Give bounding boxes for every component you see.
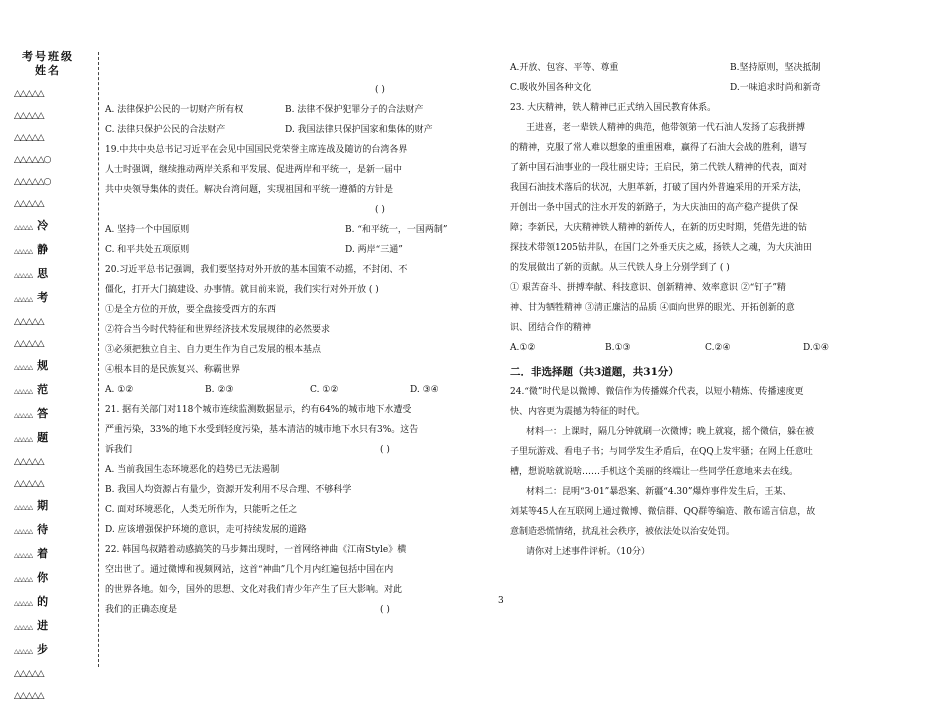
q19-option-a: A. 坚持一个中国原则 bbox=[105, 225, 190, 235]
q23-option-c: C.②④ bbox=[705, 343, 731, 353]
triangle-markers: △△△△△ bbox=[14, 272, 33, 279]
q23-stem-line: 23. 大庆精神，铁人精神已正式纳入国民教育体系。 bbox=[510, 103, 717, 113]
triangle-markers: △△△△△ bbox=[14, 339, 44, 349]
q21-option-d: D. 应该增强保护环境的意识，走可持续发展的道路 bbox=[105, 525, 307, 535]
margin-row bbox=[14, 548, 88, 562]
motto-character: 思 bbox=[37, 267, 48, 280]
triangle-markers: △△△△△ bbox=[14, 89, 44, 99]
q23-option-a: A.①② bbox=[510, 343, 536, 353]
margin-row bbox=[14, 644, 88, 658]
triangle-markers: △△△△△ bbox=[14, 457, 44, 467]
margin-row bbox=[14, 176, 88, 188]
triangle-markers: △△△△△○ bbox=[14, 155, 51, 165]
triangle-markers: △△△△△ bbox=[14, 528, 33, 535]
binding-line bbox=[98, 52, 99, 667]
section-two-heading: 二．非选择题（共3道题，共31分） bbox=[510, 366, 679, 378]
q23-passage-line: 障；李新民，大庆精神铁人精神的新传人，在新的历史时期，凭借先进的钻 bbox=[510, 223, 808, 233]
right-column bbox=[510, 58, 850, 562]
margin-row bbox=[14, 360, 88, 374]
q23-option-d: D.①④ bbox=[803, 343, 829, 353]
motto-character: 题 bbox=[37, 431, 48, 444]
margin-row bbox=[14, 338, 88, 350]
q22-option-a: A.开放、包容、平等、尊重 bbox=[510, 63, 619, 73]
triangle-markers: △△△△△ bbox=[14, 504, 33, 511]
q23-passage-line: 王进喜，老一辈铁人精神的典范，他带领第一代石油人发扬了忘我拼搏 bbox=[526, 123, 806, 133]
q24-material-two-line: 刘某等45人在互联网上通过微博、微信群、QQ群等编造、散布谣言信息，故 bbox=[510, 507, 816, 517]
q23-passage-line: 探技术带领1205钻井队，在国门之外垂天庆之威，扬铁人之魂，为大庆油田 bbox=[510, 243, 812, 253]
q24-stem-line: 快、内容更为震撼为特征的时代。 bbox=[510, 407, 646, 417]
q20-statement-2: ②符合当今时代特征和世界经济技术发展规律的必然要求 bbox=[105, 325, 331, 335]
triangle-markers: △△△△△○ bbox=[14, 177, 51, 187]
margin-row bbox=[14, 524, 88, 538]
exam-header-label: 考号班级 bbox=[22, 50, 74, 63]
triangle-markers: △△△△△ bbox=[14, 388, 33, 395]
triangle-markers: △△△△△ bbox=[14, 199, 44, 209]
q24-material-one-line: 槽，想说啥就说啥……手机这个美丽的终端让一些同学任意地来去在线。 bbox=[510, 467, 799, 477]
q19-stem-line: 共中央领导集体的责任。解决台湾问题，实现祖国和平统一遵循的方针是 bbox=[105, 185, 394, 195]
triangle-markers: △△△△△ bbox=[14, 364, 33, 371]
margin-row bbox=[14, 198, 88, 210]
q22-answer-paren: ( ) bbox=[380, 605, 390, 615]
motto-character: 考 bbox=[37, 291, 48, 304]
margin-row bbox=[14, 132, 88, 144]
motto-character: 的 bbox=[37, 595, 48, 608]
motto-character: 冷 bbox=[37, 219, 48, 232]
motto-character: 你 bbox=[37, 571, 48, 584]
triangle-markers: △△△△△ bbox=[14, 224, 33, 231]
margin-row bbox=[14, 500, 88, 514]
margin-row bbox=[14, 478, 88, 490]
q24-question: 请你对上述事件评析。（10分） bbox=[526, 547, 650, 557]
q24-material-two-line: 材料二：昆明“3·01”暴恐案、新疆“4.30”爆炸事件发生后，王某、 bbox=[526, 487, 792, 497]
q22-stem-line: 的世界各地。如今，国外的思想、文化对我们青少年产生了巨大影响。对此 bbox=[105, 585, 403, 595]
margin-row bbox=[14, 408, 88, 422]
q20-statement-4: ④根本目的是民族复兴、称霸世界 bbox=[105, 365, 241, 375]
q21-stem-line: 21. 据有关部门对118个城市连续监测数据显示，约有64%的城市地下水遭受 bbox=[105, 405, 412, 415]
q22-stem-line: 我们的正确态度是 bbox=[105, 605, 178, 615]
q20-option-c: C. ①② bbox=[310, 385, 339, 395]
margin-row bbox=[14, 596, 88, 610]
triangle-markers: △△△△△ bbox=[14, 412, 33, 419]
q21-option-c: C. 面对环境恶化，人类无所作为，只能听之任之 bbox=[105, 505, 298, 515]
q18-option-b: B. 法律不保护犯罪分子的合法财产 bbox=[285, 105, 424, 115]
q19-answer-paren: ( ) bbox=[375, 205, 385, 215]
q20-option-a: A. ①② bbox=[105, 385, 134, 395]
q20-option-b: B. ②③ bbox=[205, 385, 234, 395]
triangle-markers: △△△△△ bbox=[14, 624, 33, 631]
name-label: 姓名 bbox=[35, 64, 61, 77]
motto-character: 期 bbox=[37, 499, 48, 512]
motto-character: 答 bbox=[37, 407, 48, 420]
motto-character: 步 bbox=[37, 643, 48, 656]
motto-character: 范 bbox=[37, 383, 48, 396]
motto-character: 进 bbox=[37, 619, 48, 632]
q24-stem-line: 24.“微”时代是以微博、微信作为传播媒介代表，以短小精炼、传播速度更 bbox=[510, 387, 804, 397]
margin-row bbox=[14, 220, 88, 234]
triangle-markers: △△△△△ bbox=[14, 133, 44, 143]
motto-character: 规 bbox=[37, 359, 48, 372]
margin-row bbox=[14, 620, 88, 634]
q19-stem-line: 19.中共中央总书记习近平在会见中国国民党荣誉主席连战及随访的台湾各界 bbox=[105, 145, 408, 155]
q23-passage-line: 的精神，克服了常人难以想象的重重困难，赢得了石油大会战的胜利，谱写 bbox=[510, 143, 808, 153]
triangle-markers: △△△△△ bbox=[14, 111, 44, 121]
binding-margin bbox=[8, 50, 88, 712]
q20-stem-line: 僵化，打开大门搞建设、办事情。就目前来说，我们实行对外开放 ( ) bbox=[105, 285, 379, 295]
q21-stem-line: 诉我们 bbox=[105, 445, 133, 455]
triangle-markers: △△△△△ bbox=[14, 248, 33, 255]
triangle-markers: △△△△△ bbox=[14, 648, 33, 655]
q22-stem-line: 22. 韩国鸟叔踏着动感搞笑的马步舞出现时，一首网络神曲《江南Style》横 bbox=[105, 545, 407, 555]
triangle-markers: △△△△△ bbox=[14, 600, 33, 607]
q23-passage-line: 了新中国石油事业的一段壮丽史诗；王启民，第二代铁人精神的代表，面对 bbox=[510, 163, 808, 173]
margin-row bbox=[14, 456, 88, 468]
triangle-markers: △△△△△ bbox=[14, 552, 33, 559]
triangle-markers: △△△△△ bbox=[14, 479, 44, 489]
triangle-markers: △△△△△ bbox=[14, 576, 33, 583]
q19-option-c: C. 和平共处五项原则 bbox=[105, 245, 190, 255]
motto-character: 待 bbox=[37, 523, 48, 536]
margin-row bbox=[14, 292, 88, 306]
q22-option-b: B.坚持原则，坚决抵制 bbox=[730, 63, 821, 73]
margin-row bbox=[14, 154, 88, 166]
q21-stem-line: 严重污染，33%的地下水受到轻度污染，基本清洁的城市地下水只有3%。这告 bbox=[105, 425, 419, 435]
q19-option-b: B. “和平统一，一国两制” bbox=[345, 225, 448, 235]
margin-row bbox=[14, 268, 88, 282]
q20-option-d: D. ③④ bbox=[410, 385, 439, 395]
q19-option-d: D. 两岸“三通” bbox=[345, 245, 403, 255]
q23-passage-line: 开创出一条中国式的注水开发的新路子，为大庆油田的高产稳产提供了保 bbox=[510, 203, 799, 213]
q22-option-d: D.一味追求时尚和新奇 bbox=[730, 83, 821, 93]
q23-passage-line: 的发展做出了新的贡献。从三代铁人身上分别学到了 ( ) bbox=[510, 263, 730, 273]
q21-option-a: A. 当前我国生态环境恶化的趋势已无法遏制 bbox=[105, 465, 280, 475]
q24-material-one-line: 子里玩游戏、看电子书；与同学发生矛盾后，在QQ上发牢骚；在网上任意吐 bbox=[510, 447, 813, 457]
margin-row bbox=[14, 316, 88, 328]
margin-row bbox=[14, 110, 88, 122]
margin-row bbox=[14, 244, 88, 258]
motto-character: 静 bbox=[37, 243, 48, 256]
q20-stem-line: 20.习近平总书记强调，我们要坚持对外开放的基本国策不动摇，不封闭、不 bbox=[105, 265, 408, 275]
margin-row bbox=[14, 384, 88, 398]
triangle-markers: △△△△△ bbox=[14, 669, 44, 679]
q24-material-one-line: 材料一：上课时，隔几分钟就刷一次微博；晚上就寝，摇个微信，躲在被 bbox=[526, 427, 815, 437]
q24-material-two-line: 意制造恐慌情绪，扰乱社会秩序，被依法处以治安处罚。 bbox=[510, 527, 736, 537]
margin-row bbox=[14, 690, 88, 702]
q18-option-d: D. 我国法律只保护国家和集体的财产 bbox=[285, 125, 433, 135]
q18-answer-paren: ( ) bbox=[375, 85, 385, 95]
q23-statements-line: 识、团结合作的精神 bbox=[510, 323, 592, 333]
margin-row bbox=[14, 572, 88, 586]
triangle-markers: △△△△△ bbox=[14, 317, 44, 327]
left-column bbox=[105, 80, 495, 620]
q23-statements-line: 神、甘为牺牲精神 ③清正廉洁的品质 ④面向世界的眼光、开拓创新的意 bbox=[510, 303, 795, 313]
q22-option-c: C.吸收外国各种文化 bbox=[510, 83, 592, 93]
q22-stem-line: 空出世了。通过微博和视频网站，这首“神曲”几个月内红遍包括中国在内 bbox=[105, 565, 394, 575]
q20-statement-1: ①是全方位的开放，要全盘接受西方的东西 bbox=[105, 305, 277, 315]
q21-option-b: B. 我国人均资源占有量少，资源开发利用不尽合理、不够科学 bbox=[105, 485, 352, 495]
triangle-markers: △△△△△ bbox=[14, 296, 33, 303]
margin-row bbox=[14, 88, 88, 100]
page-number: 3 bbox=[498, 596, 504, 606]
q18-option-a: A. 法律保护公民的一切财产所有权 bbox=[105, 105, 244, 115]
motto-character: 着 bbox=[37, 547, 48, 560]
triangle-markers: △△△△△ bbox=[14, 691, 44, 701]
q18-option-c: C. 法律只保护公民的合法财产 bbox=[105, 125, 226, 135]
triangle-markers: △△△△△ bbox=[14, 436, 33, 443]
q19-stem-line: 人士时强调，继续推动两岸关系和平发展、促进两岸和平统一，是新一届中 bbox=[105, 165, 403, 175]
q23-option-b: B.①③ bbox=[605, 343, 631, 353]
q23-statements-line: ① 艰苦奋斗、拼搏奉献、科技意识、创新精神、效率意识 ②“钉子”精 bbox=[510, 283, 786, 293]
q20-statement-3: ③必须把独立自主、自力更生作为自己发展的根本基点 bbox=[105, 345, 322, 355]
q21-answer-paren: ( ) bbox=[380, 445, 390, 455]
q23-passage-line: 我国石油技术落后的状况，大胆革新，打破了国内外普遍采用的开采方法， bbox=[510, 183, 808, 193]
margin-row bbox=[14, 432, 88, 446]
